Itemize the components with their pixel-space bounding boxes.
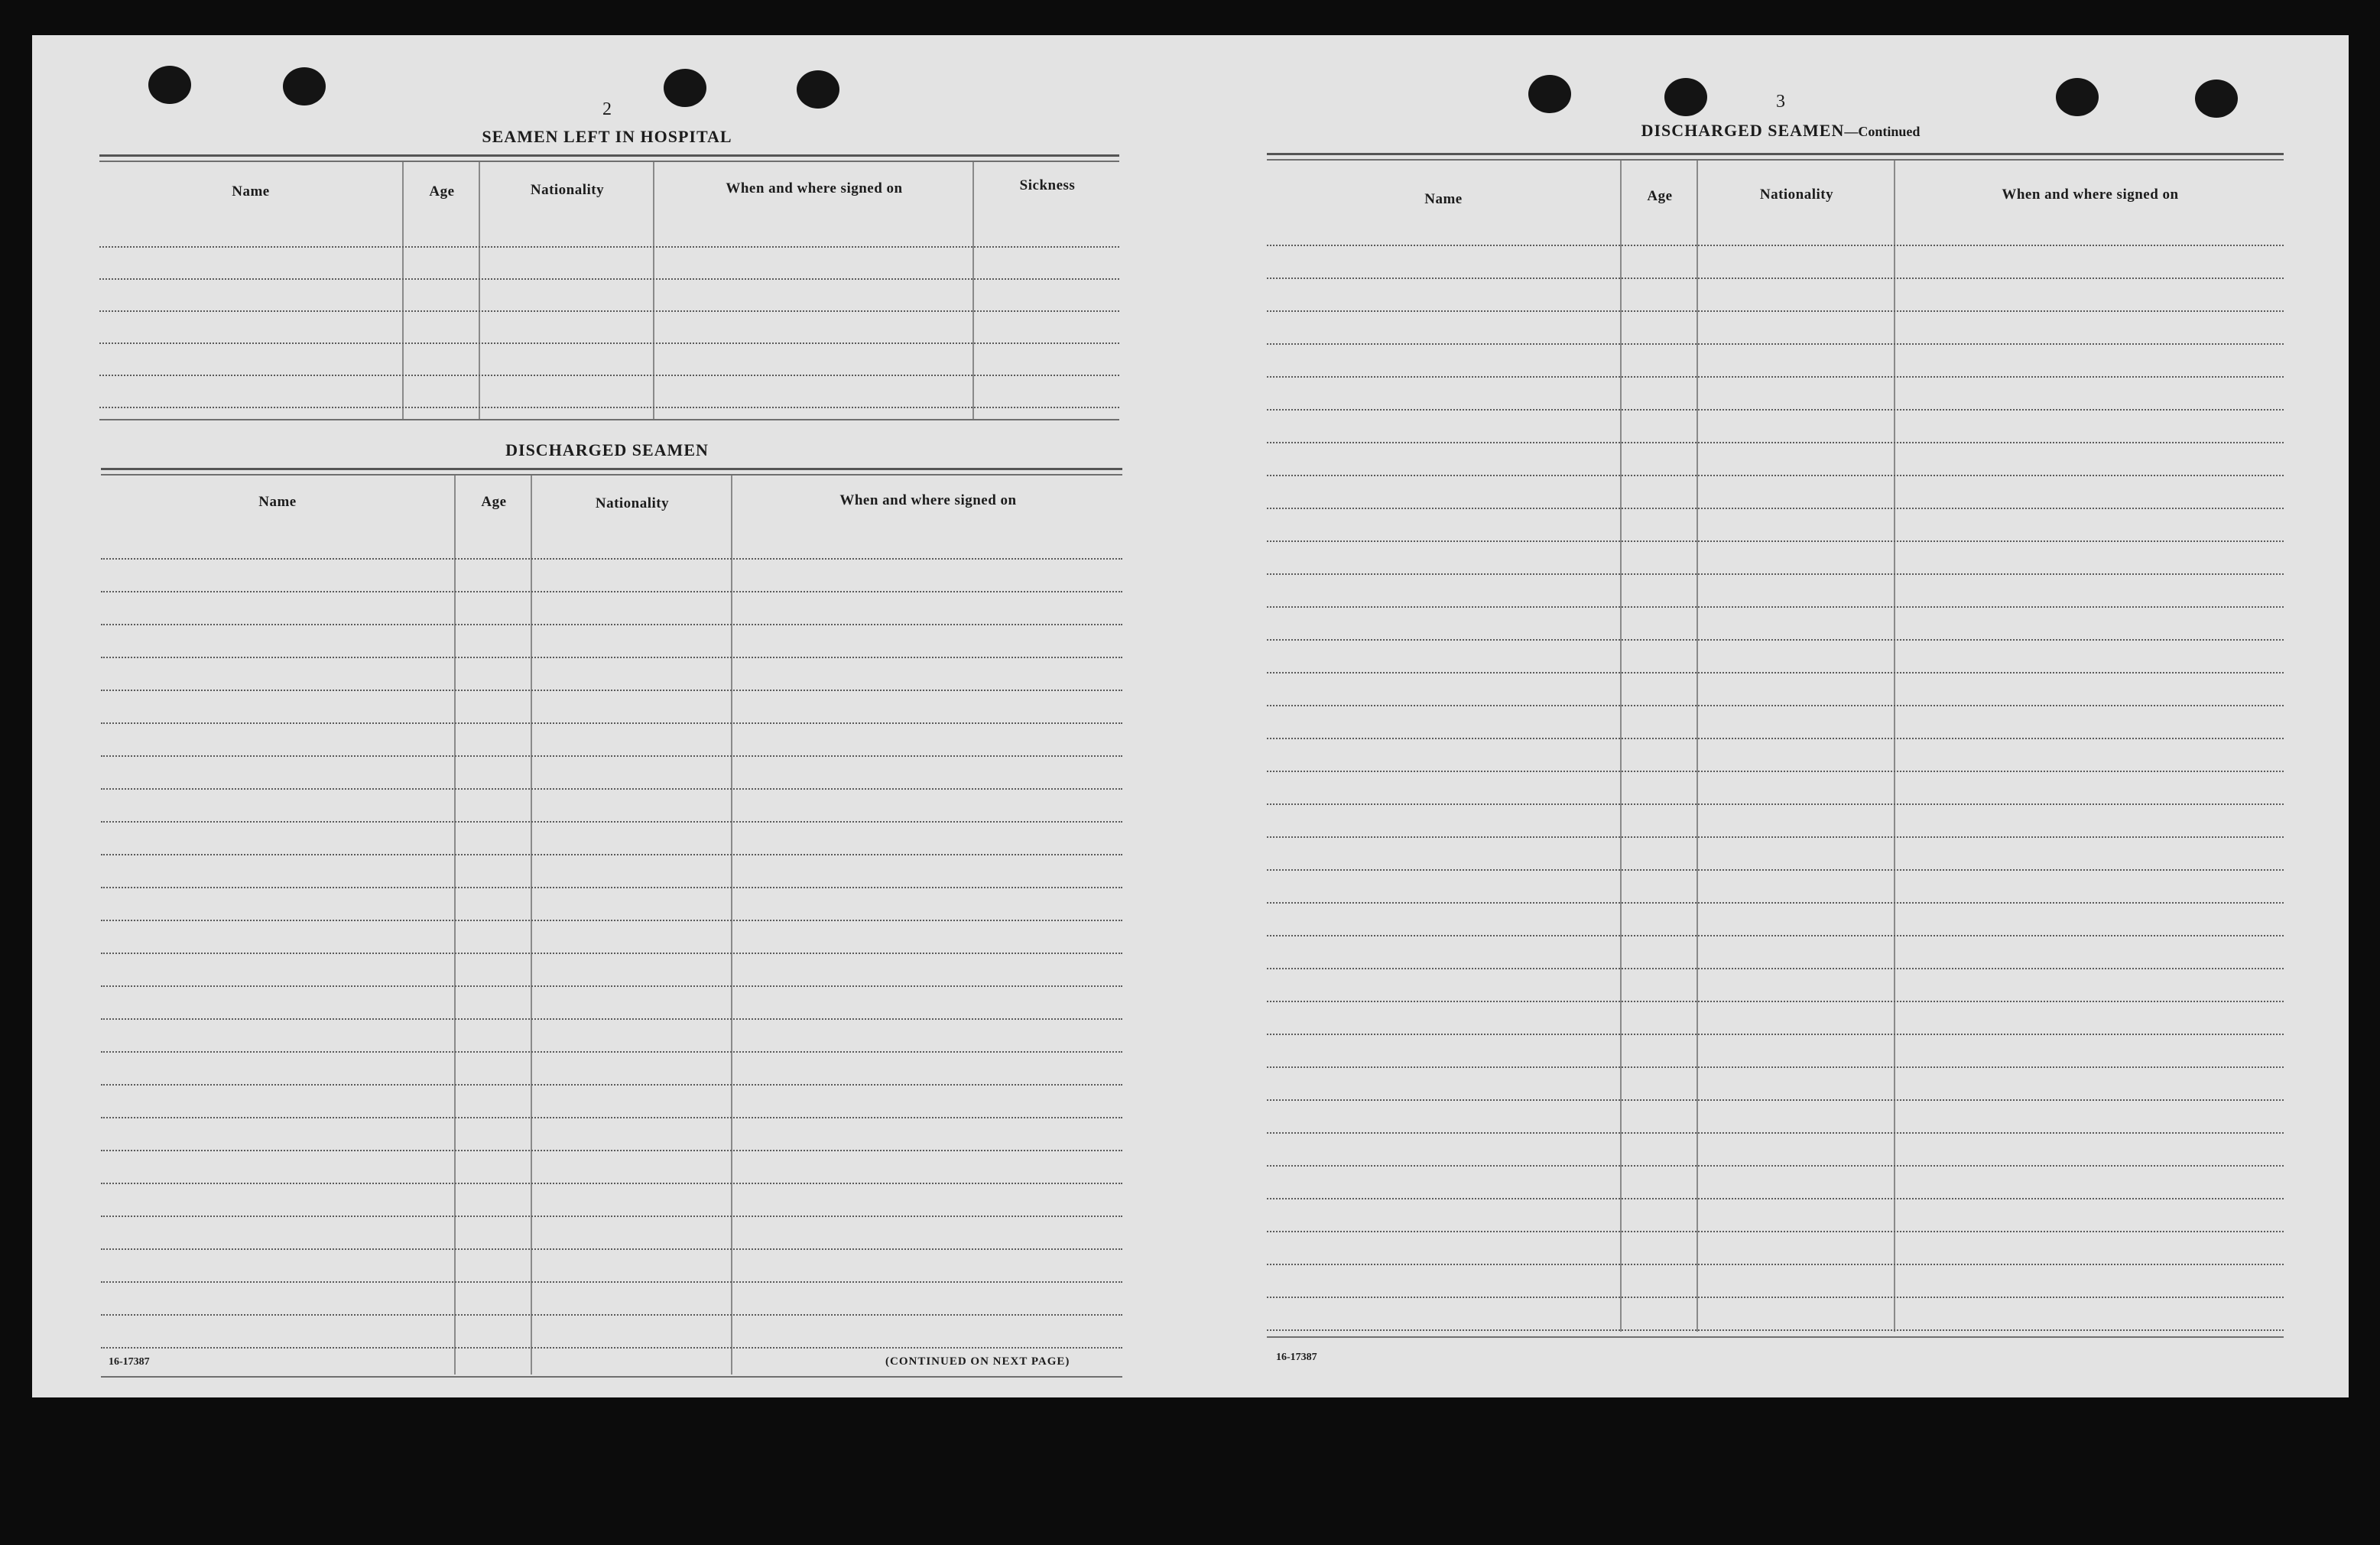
column-header-signed-on: When and where signed on [726,180,903,196]
punch-hole-icon [2195,80,2238,118]
ledger-row-line [1267,343,2284,345]
age-column [454,476,532,1375]
column-header-age: Age [481,494,507,510]
ledger-row-line [101,788,1122,790]
ledger-row-line [101,1150,1122,1151]
ledger-row-line [101,1347,1122,1349]
ledger-row-line [101,1117,1122,1118]
ledger-row-line [101,953,1122,954]
ledger-sheet [32,35,2349,1397]
punch-hole-icon [148,66,191,104]
column-header-nationality: Nationality [530,182,605,198]
punch-hole-icon [1664,78,1707,116]
nationality-column [1697,161,1895,1332]
ledger-row-line [1267,738,2284,739]
punch-hole-icon [1528,75,1571,113]
ledger-row-line [1267,705,2284,706]
ledger-row-line [1267,902,2284,904]
ledger-row-line [1267,245,2284,246]
ledger-row-line [1267,508,2284,509]
column-header-name: Name [232,183,270,200]
ledger-row-line [101,821,1122,823]
column-header-nationality: Nationality [1759,187,1834,203]
signed-on-column [653,162,974,419]
ledger-row-line [1267,606,2284,608]
ledger-row-line [99,375,1119,376]
nationality-column [479,162,654,419]
table-top-rule [1267,153,2284,155]
table-top-rule [101,468,1122,470]
ledger-row-line [1267,475,2284,476]
ledger-row-line [1267,1001,2284,1002]
ledger-row-line [1267,573,2284,575]
ledger-row-line [101,690,1122,691]
ledger-row-line [1267,1099,2284,1101]
ledger-row-line [101,1281,1122,1283]
name-column [101,476,454,1375]
form-number: 16-17387 [109,1356,150,1368]
ledger-row-line [1267,836,2284,838]
ledger-row-line [99,342,1119,344]
signed-on-column [731,476,1124,1375]
ledger-row-line [1267,1231,2284,1232]
ledger-row-line [101,657,1122,658]
right-page [1190,35,2349,1397]
column-header-sickness: Sickness [1019,177,1076,193]
ledger-row-line [1267,376,2284,378]
ledger-row-line [1267,1264,2284,1265]
column-header-signed-on: When and where signed on [839,492,1017,508]
age-column [402,162,480,419]
ledger-row-line [99,246,1119,248]
ledger-row-line [1267,1066,2284,1068]
page-number: 3 [1776,92,1785,112]
ledger-row-line [101,624,1122,625]
ledger-row-line [101,854,1122,855]
title-suffix: —Continued [1844,124,1921,139]
punch-hole-icon [797,70,839,109]
ledger-row-line [101,591,1122,592]
table-bottom-rule [101,1376,1122,1378]
page-number: 2 [602,99,612,119]
table-top-rule [99,154,1119,157]
ledger-row-line [101,1248,1122,1250]
ledger-row-line [1267,1198,2284,1199]
ledger-row-line [99,278,1119,280]
ledger-row-line [101,985,1122,987]
ledger-row-line [101,1216,1122,1217]
ledger-row-line [1267,409,2284,411]
column-header-age: Age [1647,188,1673,204]
discharged-section-title: DISCHARGED SEAMEN [505,440,709,459]
discharged-continued-table [1267,153,2284,1376]
ledger-row-line [1267,771,2284,772]
table-bottom-rule [99,419,1119,420]
ledger-row-line [1267,540,2284,542]
ledger-row-line [101,755,1122,757]
hospital-section-title: SEAMEN LEFT IN HOSPITAL [482,127,732,146]
ledger-row-line [99,407,1119,408]
punch-hole-icon [664,69,706,107]
ledger-row-line [101,920,1122,921]
ledger-row-line [1267,639,2284,641]
ledger-row-line [101,1051,1122,1053]
sickness-column [972,162,1121,419]
ledger-row-line [1267,803,2284,805]
ledger-row-line [1267,310,2284,312]
discharged-continued-title [1641,121,1921,141]
table-bottom-rule [1267,1336,2284,1338]
ledger-row-line [1267,1297,2284,1298]
ledger-row-line [1267,935,2284,936]
ledger-row-line [1267,672,2284,674]
ledger-row-line [101,1018,1122,1020]
signed-on-column [1894,161,2285,1332]
ledger-row-line [1267,442,2284,443]
punch-hole-icon [2056,78,2099,116]
ledger-row-line [101,722,1122,724]
ledger-row-line [1267,1132,2284,1134]
ledger-row-line [101,1084,1122,1086]
ledger-row-line [1267,869,2284,871]
name-column [99,162,402,419]
form-number: 16-17387 [1276,1352,1317,1363]
ledger-row-line [99,310,1119,312]
ledger-row-line [101,1183,1122,1184]
column-header-name: Name [1424,191,1463,207]
ledger-row-line [101,558,1122,560]
column-header-signed-on: When and where signed on [2002,187,2179,203]
discharged-table [101,468,1122,1385]
ledger-row-line [1267,278,2284,279]
ledger-row-line [1267,968,2284,969]
punch-hole-icon [283,67,326,105]
column-header-nationality: Nationality [595,495,670,511]
hospital-table [99,154,1119,430]
section-title: DISCHARGED SEAMEN [1641,121,1845,140]
column-header-name: Name [258,494,297,510]
ledger-row-line [101,887,1122,888]
ledger-row-line [1267,1165,2284,1167]
ledger-row-line [101,1314,1122,1316]
column-header-age: Age [429,183,455,200]
continued-note: (CONTINUED ON NEXT PAGE) [885,1355,1070,1368]
ledger-row-line [1267,1329,2284,1331]
name-column [1267,161,1620,1332]
nationality-column [531,476,732,1375]
left-page [32,35,1190,1397]
ledger-row-line [1267,1034,2284,1035]
age-column [1620,161,1698,1332]
